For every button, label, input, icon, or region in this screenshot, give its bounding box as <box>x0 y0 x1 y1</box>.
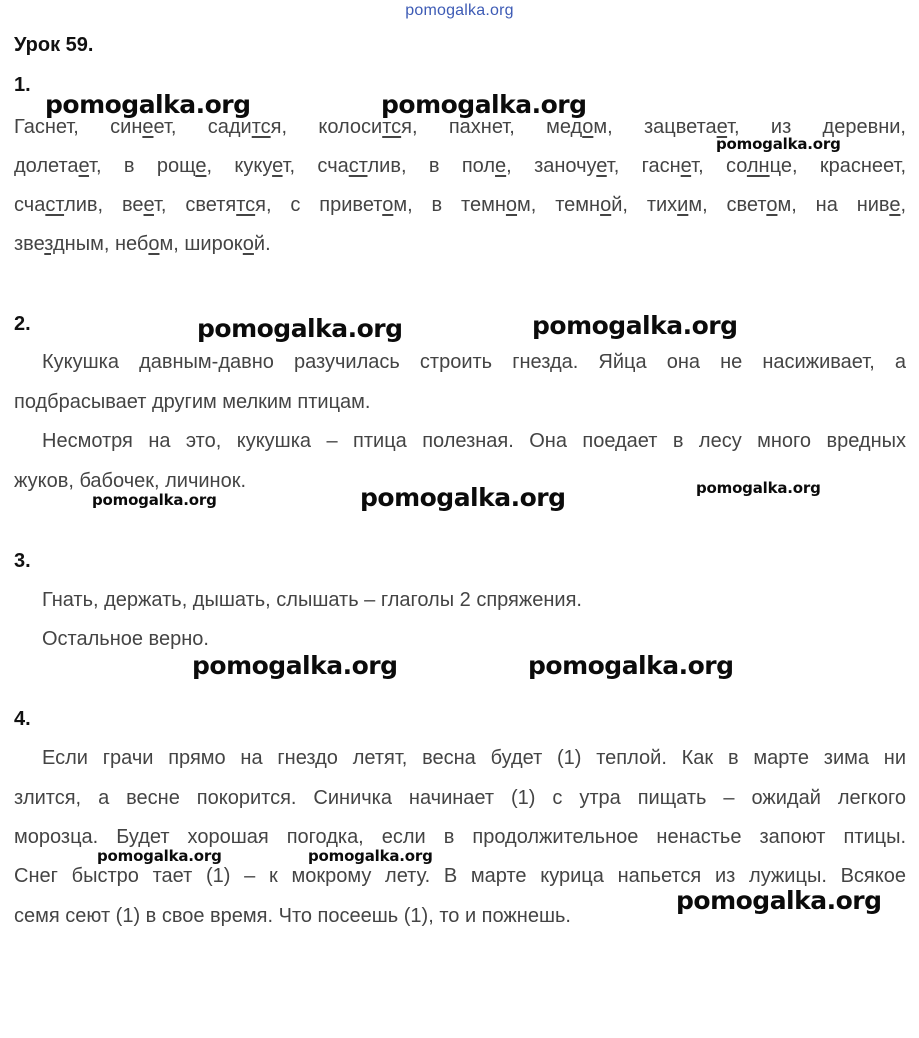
text-segment: , заночу <box>506 155 597 177</box>
text-segment: м, зацвета <box>593 116 717 138</box>
task-4-line: Если грачи прямо на гнездо летят, весна будет (1) теплой. Как в марте зима ни <box>42 747 906 769</box>
watermark: pomogalka.org <box>308 847 433 865</box>
underlined-spelling: о <box>382 194 394 216</box>
underlined-spelling: е <box>495 155 507 177</box>
text-segment: м, на нив <box>777 194 890 216</box>
watermark: pomogalka.org <box>716 135 841 153</box>
underlined-spelling: е <box>272 155 283 177</box>
task-1-line <box>14 154 906 178</box>
task-2-number: 2. <box>14 313 31 335</box>
underlined-spelling: о <box>582 116 594 138</box>
text-segment: сча <box>14 194 46 216</box>
underlined-spelling: е <box>680 155 692 177</box>
task-4-number: 4. <box>14 708 31 730</box>
text-segment: м, свет <box>688 194 767 216</box>
watermark: pomogalka.org <box>676 886 882 915</box>
watermark: pomogalka.org <box>360 483 566 512</box>
underlined-spelling: е <box>716 116 728 138</box>
text-segment: долета <box>14 155 79 177</box>
task-3-line: Гнать, держать, дышать, слышать – глаголы 2 спряжения. <box>42 589 582 611</box>
text-segment: т, в рощ <box>89 155 196 177</box>
text-segment: й, тих <box>611 194 678 216</box>
underlined-spelling: ст <box>45 194 65 216</box>
text-segment: , куку <box>206 155 273 177</box>
underlined-spelling: е <box>195 155 207 177</box>
underlined-spelling: и <box>677 194 689 216</box>
underlined-spelling: тс <box>382 116 402 138</box>
watermark: pomogalka.org <box>192 651 398 680</box>
watermark: pomogalka.org <box>381 90 587 119</box>
text-segment: ным, неб <box>64 233 149 255</box>
text-segment: зве <box>14 233 45 255</box>
underlined-spelling: е <box>78 155 90 177</box>
text-segment: т, светя <box>153 194 237 216</box>
lesson-title: Урок 59. <box>14 34 94 56</box>
text-segment: я, с привет <box>255 194 383 216</box>
text-segment: т, из деревни, <box>727 116 906 138</box>
task-4-line: семя сеют (1) в свое время. Что посеешь (1), то и пожнешь. <box>14 905 571 927</box>
task-2-line: Несмотря на это, кукушка – птица полезная. Она поедает в лесу много вредных <box>42 430 906 452</box>
watermark: pomogalka.org <box>197 314 403 343</box>
watermark: pomogalka.org <box>696 479 821 497</box>
text-segment: й. <box>253 233 271 255</box>
text-segment: м, в темн <box>393 194 506 216</box>
underlined-spelling: зд <box>44 233 65 255</box>
text-segment: Гаснет, син <box>14 116 143 138</box>
task-2-line: Кукушка давным-давно разучилась строить гнезда. Яйца она не насиживает, а <box>42 351 906 373</box>
task-1-line <box>14 232 906 256</box>
underlined-spelling: о <box>766 194 778 216</box>
task-2-line: подбрасывает другим мелким птицам. <box>14 391 371 413</box>
underlined-spelling: о <box>148 233 160 255</box>
task-2-line: жуков, бабочек, личинок. <box>14 470 247 492</box>
text-segment: м, широк <box>159 233 243 255</box>
text-segment: я, колоси <box>270 116 383 138</box>
underlined-spelling: е <box>143 194 154 216</box>
text-segment: ет, сади <box>153 116 252 138</box>
underlined-spelling: е <box>596 155 607 177</box>
watermark: pomogalka.org <box>45 90 251 119</box>
site-mark[interactable]: pomogalka.org <box>405 2 514 19</box>
task-1-line <box>14 193 906 217</box>
task-3-line: Остальное верно. <box>42 628 209 650</box>
underlined-spelling: о <box>505 194 518 216</box>
underlined-spelling: ст <box>348 155 368 177</box>
text-segment: м, темн <box>517 194 601 216</box>
underlined-spelling: лн <box>746 155 770 177</box>
text-segment: т, гасн <box>606 155 681 177</box>
underlined-spelling: о <box>242 233 254 255</box>
watermark: pomogalka.org <box>528 651 734 680</box>
task-4-line: злится, а весне покорится. Синичка начинает (1) с утра пищать – ожидай легкого <box>14 787 906 809</box>
underlined-spelling: е <box>142 116 154 138</box>
text-segment: т, со <box>691 155 747 177</box>
text-segment: лив, в пол <box>367 155 496 177</box>
task-4-line: Снег быстро тает (1) – к мокрому лету. В марте курица напьется из лужицы. Всякое <box>14 865 906 887</box>
text-segment: , <box>900 194 906 216</box>
text-segment: я, пахнет, мед <box>401 116 583 138</box>
task-4-line: морозца. Будет хорошая погодка, если в продолжительное ненастье запоют птицы. <box>14 826 906 848</box>
watermark: pomogalka.org <box>532 311 738 340</box>
text-segment: т, сча <box>282 155 349 177</box>
text-segment: це, краснеет, <box>769 155 906 177</box>
task-1-number: 1. <box>14 74 31 96</box>
underlined-spelling: о <box>600 194 612 216</box>
underlined-spelling: е <box>889 194 901 216</box>
watermark: pomogalka.org <box>92 491 217 509</box>
text-segment: лив, ве <box>64 194 144 216</box>
task-3-number: 3. <box>14 550 31 572</box>
underlined-spelling: тс <box>236 194 256 216</box>
underlined-spelling: тс <box>251 116 271 138</box>
watermark: pomogalka.org <box>97 847 222 865</box>
